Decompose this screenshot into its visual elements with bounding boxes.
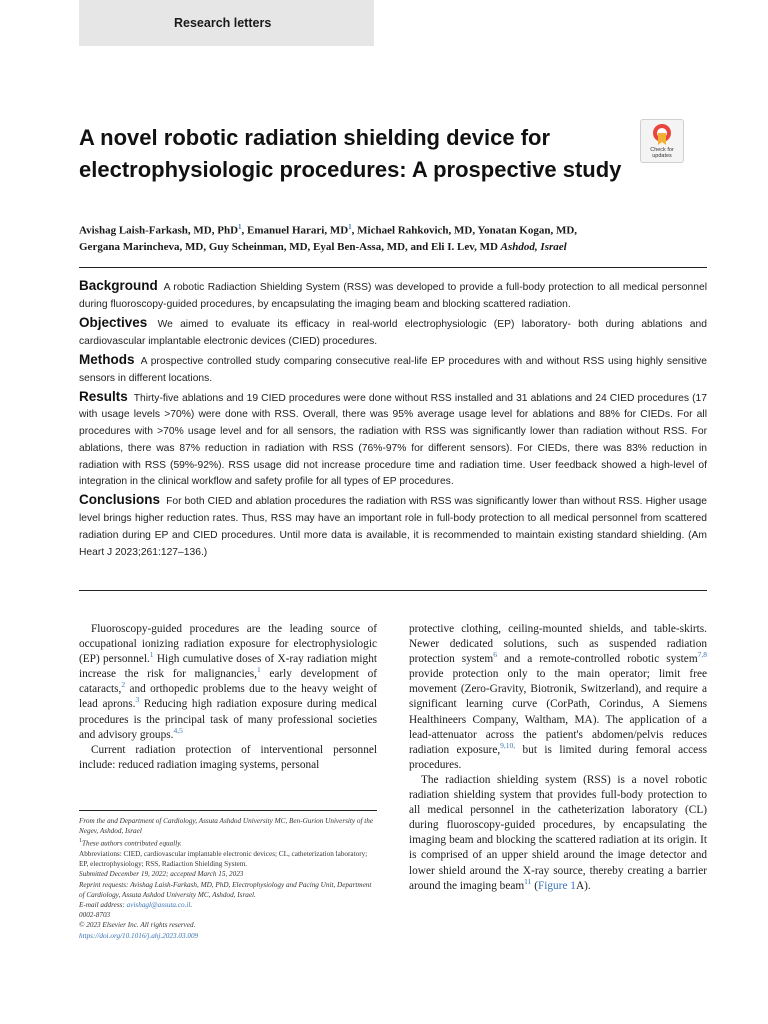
abstract-background [79, 278, 707, 313]
footnote-equal-text: These authors contributed equally. [82, 839, 182, 848]
body-text: but is limited during femoral access procedures. [409, 743, 707, 771]
footnote-dates: Submitted December 19, 2022; accepted March 15, 2023 [79, 870, 244, 879]
abstract-objectives [79, 315, 707, 350]
footnote-doi [79, 931, 377, 941]
email-link[interactable]: avishagl@assuta.co.il [126, 901, 191, 910]
objectives-heading: Objectives [79, 314, 148, 330]
abstract [79, 278, 707, 563]
reference-link[interactable]: 2 [121, 680, 126, 690]
author-2: , Emanuel Harari, MD [241, 224, 349, 237]
footnote-reprint: Reprint requests: Avishag Laish-Farkash, MD, PhD, Electrophysiology and Pacing Unit, Department of Cardiology, Assuta Ashdod University MC, Ashdod, Israel. [79, 880, 372, 899]
background-text: A robotic Radiaction Shielding System (RSS) was developed to provide a full-body protection to all medical personnel during fluoroscopy-guided procedures, by encapsulating the imaging beam and blocking scattered radiation. [79, 282, 708, 310]
body-text: and orthopedic problems due to the heavy weight of lead aprons. [79, 683, 377, 711]
background-heading: Background [79, 278, 158, 293]
article-title: A novel robotic radiation shielding device for electrophysiologic procedures: A prospective study [79, 125, 622, 182]
conclusions-text: For both CIED and ablation procedures the radiation with RSS was significantly lower than without RSS. Higher usage level brings higher reduction rates. Thus, RSS may have an important role in full-body protection to all medical personnel from scattered radiation during EP and CIED procedures. Until more data is available, it is recommended to maintain existing standard shielding. (Am Heart J 2023;261:127–136.) [79, 496, 707, 558]
reference-link[interactable]: 11 [524, 876, 532, 886]
footnote-copyright: © 2023 Elsevier Inc. All rights reserved. [79, 921, 196, 930]
body-paragraph-3 [409, 773, 707, 894]
footnote-abbreviations: Abbreviations: CIED, cardiovascular implantable electronic devices; CL, catheterization laboratory; EP, electrophysiology; RSS, Radiaction Shielding System. [79, 850, 368, 869]
reference-link[interactable]: 9,10, [500, 740, 516, 750]
abstract-results [79, 389, 707, 491]
author-line-2 [79, 239, 699, 255]
results-heading: Results [79, 388, 128, 404]
body-text: Reducing high radiation exposure during medical procedures is the principal task of many professional societies and advisory groups. [79, 698, 377, 741]
body-column-right [409, 622, 707, 894]
email-label: E-mail address: [79, 901, 127, 910]
abstract-methods [79, 352, 707, 387]
section-tab [79, 0, 374, 46]
body-text: High cumulative doses of X-ray radiation might increase the risk for malignancies, [79, 653, 377, 681]
body-text: protective clothing, ceiling-mounted shields, and table-skirts. Newer dedicated solutions, such as suspended radiation protection system [409, 623, 707, 666]
email-end: . [190, 901, 193, 910]
author-line-2-text: Gergana Marincheva, MD, Guy Scheinman, MD, Eyal Ben-Assa, MD, and Eli I. Lev, MD [79, 240, 498, 253]
reference-link[interactable]: 1 [149, 650, 154, 660]
reference-link[interactable]: 4,5 [173, 725, 183, 735]
author-list [79, 219, 699, 255]
footnote-mark: 1 [79, 838, 82, 845]
check-for-updates-badge[interactable] [640, 119, 684, 163]
reference-link[interactable]: 3 [135, 695, 140, 705]
methods-text: A prospective controlled study comparing consecutive real-life EP procedures with and without RSS using highly sensitive sensors in different locations. [79, 355, 707, 384]
abstract-bottom-rule [79, 590, 707, 591]
body-paragraph-2-continued [409, 622, 707, 773]
author-3: , Michael Rahkovich, MD, Yonatan Kogan, MD, [351, 224, 578, 237]
author-line-1 [79, 219, 699, 239]
body-paragraph-1 [79, 622, 377, 743]
abstract-top-rule [79, 267, 707, 268]
body-text: Fluoroscopy-guided procedures are the leading source of occupational ionizing radiation exposure for electrophysiologic (EP) personnel. [79, 623, 377, 666]
conclusions-heading: Conclusions [79, 492, 161, 508]
figure-link[interactable]: Figure 1 [537, 879, 576, 892]
body-text: and a remote-controlled robotic system [496, 653, 698, 666]
footnote-email [79, 900, 377, 910]
objectives-text: We aimed to evaluate its efficacy in real-world electrophysiologic (EP) laboratory- both during ablations and cardiovascular implantable electronic devices (CIED) procedures. [79, 318, 707, 347]
footnote-equal-contribution [79, 836, 377, 849]
footnote-issn: 0002-8703 [79, 911, 111, 920]
footnotes [79, 810, 377, 941]
methods-heading: Methods [79, 351, 135, 367]
author-2-mark: 1 [348, 223, 352, 231]
body-text: early development of cataracts, [79, 668, 377, 696]
author-location: Ashdod, Israel [500, 240, 567, 253]
abstract-conclusions [79, 492, 707, 561]
author-1: Avishag Laish-Farkash, MD, PhD [79, 224, 239, 237]
reference-link[interactable]: 1 [256, 665, 261, 675]
author-1-mark: 1 [238, 223, 242, 231]
body-text: A). [575, 879, 591, 892]
section-label: Research letters [174, 16, 272, 30]
body-text: provide protection only to the main operator; limit free movement (Zero-Gravity, Biotronik, Switzerland), and require a significant learning curve (CorPath, Corindus, A Siemens Healthineers Company, Waltham, MA). The application of a lead-attenuator across the patient's abdomen/pelvis reduces radiation exposure, [409, 668, 707, 756]
footnote-affiliation: From the and Department of Cardiology, Assuta Ashdod University MC, Ben-Gurion University of the Negev, Ashdod, Israel [79, 817, 374, 836]
bookmark-icon [651, 123, 673, 147]
badge-text-2: updates [652, 153, 672, 159]
reference-link[interactable]: 6 [493, 650, 497, 660]
body-paragraph-2: Current radiation protection of interventional personnel include: reduced radiation imaging systems, personal [79, 743, 377, 771]
body-column-left [79, 622, 377, 773]
body-text: The radiaction shielding system (RSS) is a novel robotic radiation shielding system that provides full-body protection to all medical personnel in the catheterization laboratory (CL) during fluoroscopy-guided procedures, by encapsulating the imaging beam and blocking the scattered radiation at its origin. It is comprised of an upper shield around the image detector and lower shield around the X-ray source, thereby creating a barrier around the imaging beam [409, 773, 707, 892]
results-text: Thirty-five ablations and 19 CIED procedures were done without RSS installed and 31 ablations and 24 CIED procedures (17 with usage levels >70%) were done with RSS. Overall, there was 95% average usage level for ablations and 88% for CIEDs. For all procedures with >70% usage level and for all sensors, the radiation with RSS was significantly lower than radiation without RSS. For ablations, there was 87% reduction in radiation with RSS (76%-97% for different sensors). For CIEDs, there was 83% reduction in radiation with RSS (59%-92%). RSS usage did not increase procedure time and radiation time. User feedback showed a high-level of integration in the clinical workflow and safety profile for all types of EP procedures. [79, 392, 707, 488]
badge-text-1: Check for [650, 147, 674, 153]
reference-link[interactable]: 7,8 [697, 650, 707, 660]
body-text: ( [531, 879, 538, 892]
doi-link[interactable]: https://doi.org/10.1016/j.ahj.2023.03.009 [79, 931, 199, 940]
